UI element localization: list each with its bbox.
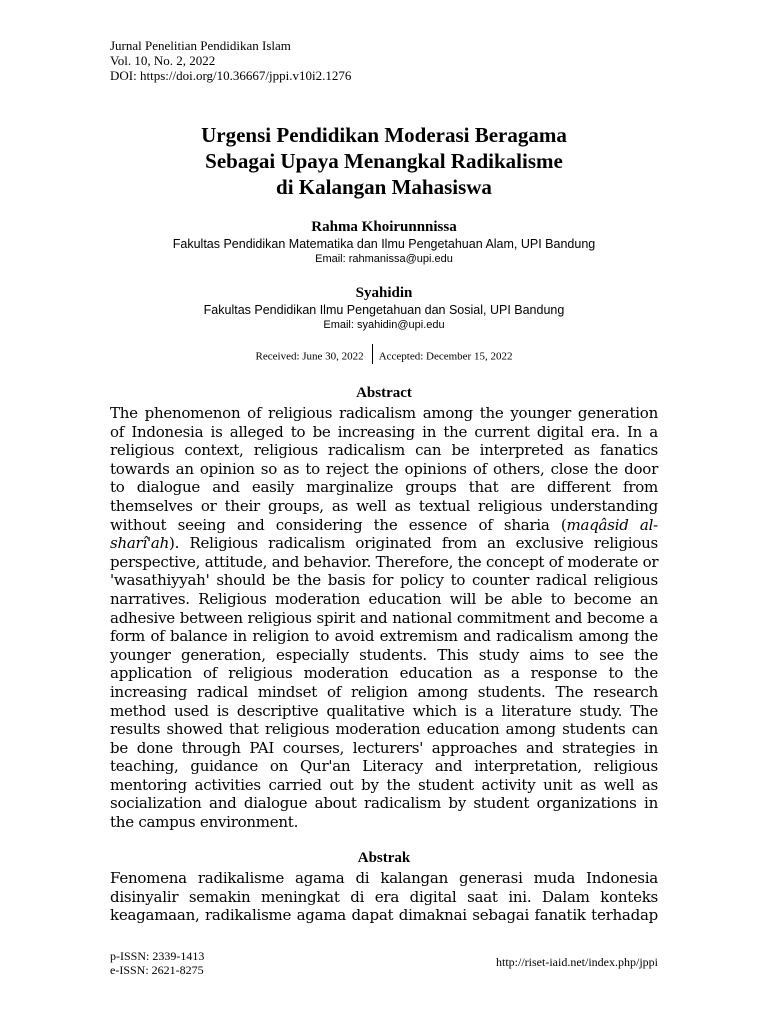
journal-doi[interactable]: DOI: https://doi.org/10.36667/jppi.v10i2.1276 [110,68,352,83]
date-divider [372,344,373,364]
author-name: Rahma Khoirunnnissa [311,219,457,235]
author-block-1 [110,218,658,266]
journal-header [110,38,351,83]
issn-block [110,949,204,977]
text-line: 'wasathiyyah' should be the basis for policy to counter radical religious [110,571,658,590]
text-line: form of balance in religion to avoid extremism and radicalism among the [110,627,658,646]
accepted-date: Accepted: December 15, 2022 [378,350,513,363]
print-issn: p-ISSN: 2339-1413 [110,949,205,963]
author-affiliation: Fakultas Pendidikan Matematika dan Ilmu Pengetahuan Alam, UPI Bandung [172,237,596,251]
text-line: themselves or their groups, as well as textual religious understanding [110,496,658,515]
text-line: The phenomenon of religious radicalism among the younger generation [110,404,658,422]
text-line: narratives. Religious moderation education will be able to become an [110,589,658,608]
abstrak-body [110,869,658,925]
author-block-2 [110,284,658,332]
text-line: be done through PAI courses, lecturers' approaches and strategies in [110,738,658,757]
text-line: teaching, guidance on Qur'an Literacy and interpretation, religious [110,757,658,776]
text-line: application of religious moderation education as a response to the [110,664,658,683]
italic-term: sharî'ah [110,534,169,553]
text-line: method used is descriptive qualitative which is a literature study. The [110,701,658,720]
text-line: perspective, attitude, and behavior. Therefore, the concept of moderate or [110,552,659,571]
paper-title [110,122,658,200]
abstrak-heading: Abstrak [357,850,411,866]
journal-volume: Vol. 10, No. 2, 2022 [110,53,216,68]
text-line: results showed that religious moderation education among students can [110,720,658,739]
text-line: younger generation, especially students. This study aims to see the [110,645,658,664]
journal-url[interactable]: http://riset-iaid.net/index.php/jppi [496,955,658,969]
author-name: Syahidin [355,285,413,301]
abstract-body [110,404,658,832]
author-email[interactable]: Email: syahidin@upi.edu [323,319,445,331]
text-line: towards an opinion so as to reject the opinions of others, close the door [110,459,658,478]
italic-term: maqâsid al- [566,515,658,534]
text-line: mentoring activities carried out by the student activity unit as well as [110,775,658,794]
title-line-1: Urgensi Pendidikan Moderasi Beragama [201,123,567,147]
text-line: increasing radical mindset of religion among students. The research [110,682,658,701]
author-email[interactable]: Email: rahmanissa@upi.edu [315,253,453,265]
text-segment: ). Religious radicalism originated from an exclusive religious [169,534,658,553]
electronic-issn: e-ISSN: 2621-8275 [110,963,204,977]
text-segment: without seeing and considering the essence of sharia ( [110,515,567,534]
title-line-2: Sebagai Upaya Menangkal Radikalisme [205,149,563,173]
text-line: disinyalir semakin meningkat di era digital saat ini. Dalam konteks [110,887,658,906]
text-line: socialization and dialogue about radicalism by student organizations in [110,794,658,813]
text-line: to dialogue and easily marginalize groups that are different from [110,478,658,497]
text-line [110,516,658,535]
text-line: keagamaan, radikalisme agama dapat dimaknai sebagai fanatik terhadap [110,906,658,925]
text-line: religious context, religious radicalism can be interpreted as fanatics [110,441,658,460]
journal-name: Jurnal Penelitian Pendidikan Islam [110,38,291,53]
text-line: Fenomena radikalisme agama di kalangan generasi muda Indonesia [110,869,658,887]
text-line: of Indonesia is alleged to be increasing in the current digital era. In a [110,422,658,441]
text-line [110,534,658,553]
abstract-heading: Abstract [356,385,412,401]
text-line: the campus environment. [110,813,299,832]
received-date: Received: June 30, 2022 [255,350,364,363]
title-line-3: di Kalangan Mahasiswa [276,175,492,199]
text-line: adhesive between religious spirit and national commitment and become a [110,608,658,627]
author-affiliation: Fakultas Pendidikan Ilmu Pengetahuan dan Sosial, UPI Bandung [203,303,565,317]
submission-dates [110,347,658,367]
